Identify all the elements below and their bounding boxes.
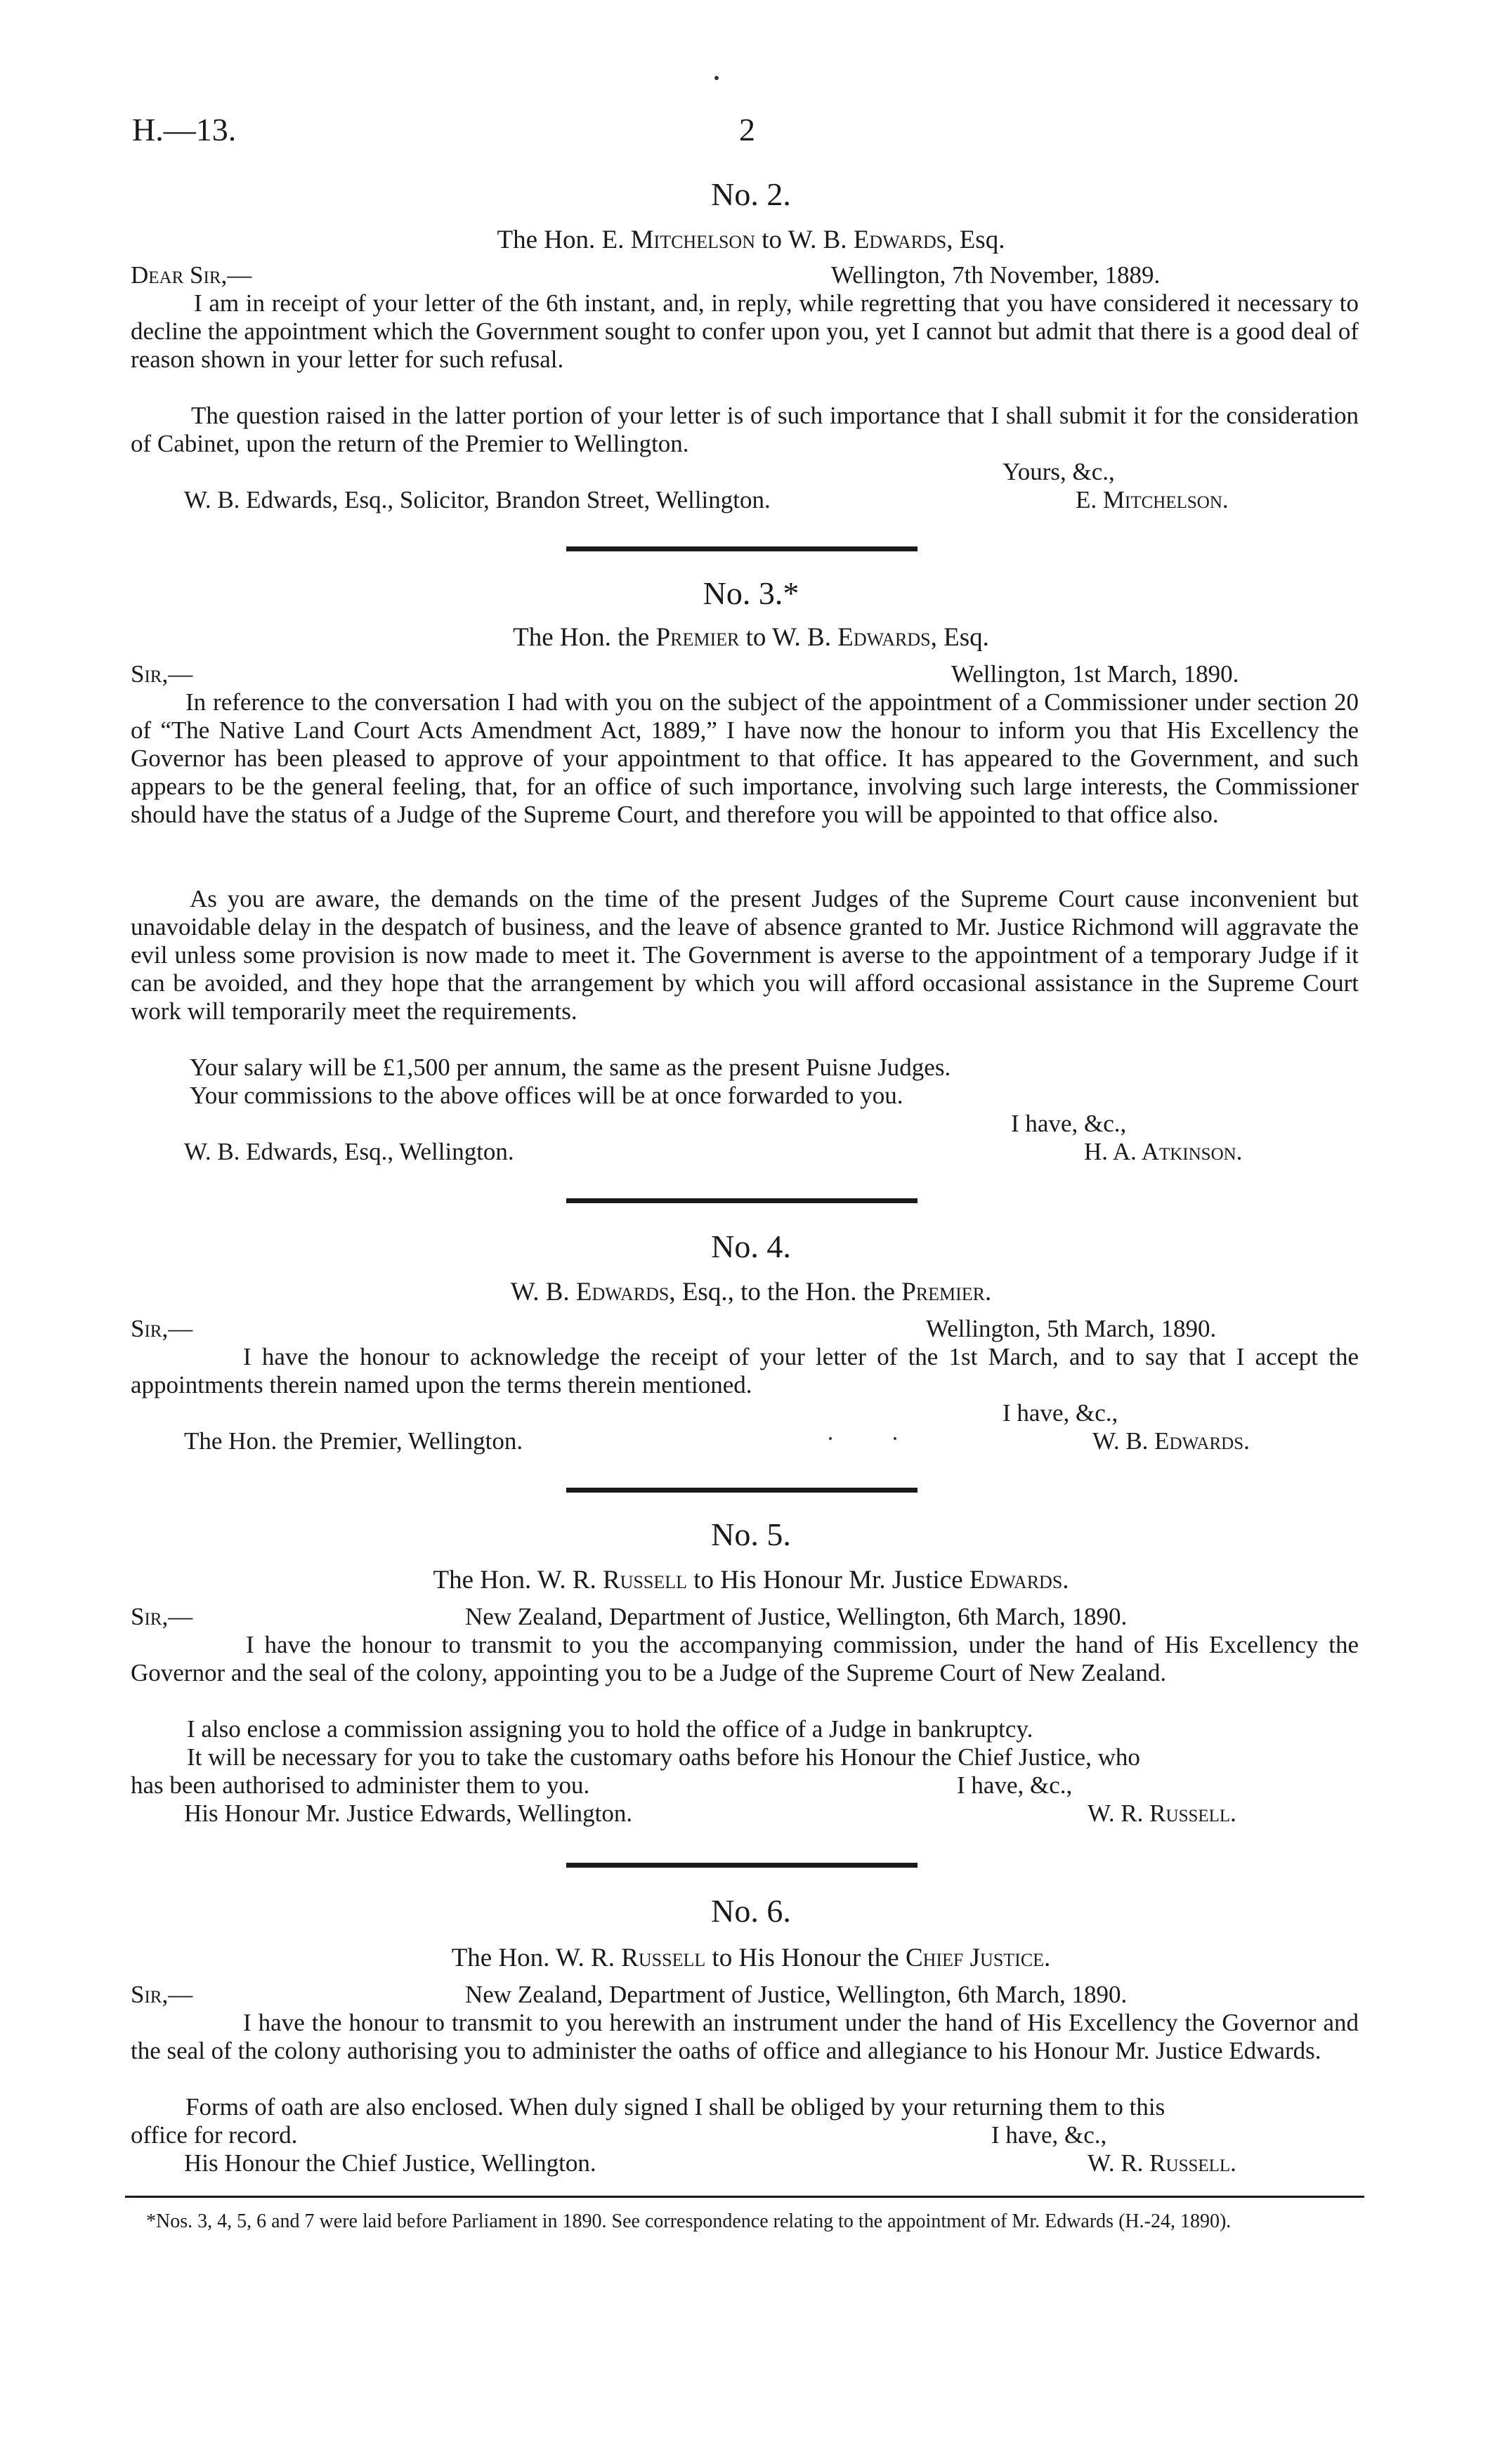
footnote: *Nos. 3, 4, 5, 6 and 7 were laid before Parliament in 1890. See correspondence relating to the appointment of Mr. Edwards (H.-24, 1890). [146, 2210, 1232, 2232]
stray-mark [714, 76, 719, 80]
letter-5-paragraph-1: I have the honour to transmit to you the accompanying commission, under the hand of His Excellency the Governor and the seal of the colony, appointing you to be a Judge of the Supreme Court of New Zealand. [131, 1631, 1359, 1686]
stray-mark [894, 1437, 896, 1440]
letter-5-place-date: New Zealand, Department of Justice, Wellington, 6th March, 1890. [465, 1603, 1128, 1630]
letter-5-subheading: The Hon. W. R. Russell to His Honour Mr. Justice Edwards. [433, 1566, 1069, 1594]
letter-3-paragraph-2: As you are aware, the demands on the time of the present Judges of the Supreme Court cause inconvenient but unavoidable delay in the despatch of business, and the leave of absence granted to Mr. Justice Richmond will aggravate the evil unless some provision is now made to meet it. The Government is averse to the appointment of a temporary Judge if it can be avoided, and they hope that the arrangement by which you will afford occasional assistance in the Supreme Court work will temporarily meet the requirements. [131, 885, 1359, 1025]
letter-4-closing: I have, &c., [1003, 1399, 1118, 1427]
letter-5-salutation: Sir,— [131, 1603, 193, 1630]
letter-2-addressee: W. B. Edwards, Esq., Solicitor, Brandon Street, Wellington. [184, 486, 771, 513]
letter-3-closing: I have, &c., [1011, 1110, 1127, 1137]
letter-4-place-date: Wellington, 5th March, 1890. [926, 1315, 1217, 1342]
letter-5-signature: W. R. Russell. [1088, 1800, 1236, 1827]
separator-rule [566, 546, 917, 551]
letter-2-salutation: Dear Sir,— [131, 261, 252, 289]
letter-6-number: No. 6. [711, 1893, 791, 1929]
page-number: 2 [739, 112, 755, 148]
letter-6-closing: I have, &c., [991, 2121, 1107, 2149]
letter-4-addressee: The Hon. the Premier, Wellington. [184, 1427, 523, 1455]
letter-2-paragraph-1: I am in receipt of your letter of the 6th instant, and, in reply, while regretting that you have considered it necessary to decline the appointment which the Government sought to confer upon you, yet I cannot but admit that there is a good deal of reason shown in your letter for such refusal. [131, 289, 1359, 373]
letter-3-number: No. 3.* [703, 575, 799, 611]
letter-3-signature: H. A. Atkinson. [1084, 1138, 1243, 1165]
letter-2-closing: Yours, &c., [1003, 458, 1115, 485]
letter-5-paragraph-2: I also enclose a commission assigning you to hold the office of a Judge in bankruptcy. [187, 1715, 1033, 1743]
letter-3-paragraph-3: Your salary will be £1,500 per annum, the same as the present Puisne Judges. [190, 1054, 951, 1081]
letter-4-signature: W. B. Edwards. [1092, 1427, 1250, 1455]
letter-3-subheading: The Hon. the Premier to W. B. Edwards, Esq. [513, 623, 989, 652]
letter-2-signature: E. Mitchelson. [1076, 486, 1229, 513]
letter-5-paragraph-3: It will be necessary for you to take the customary oaths before his Honour the Chief Justice, who has been authorised to administer them to you. [131, 1743, 1140, 1799]
footnote-rule [125, 2196, 1364, 2198]
letter-6-salutation: Sir,— [131, 1981, 193, 2008]
letter-6-subheading: The Hon. W. R. Russell to His Honour the Chief Justice. [451, 1944, 1051, 1972]
letter-6-paragraph-1: I have the honour to transmit to you herewith an instrument under the hand of His Excellency the Governor and the seal of the colony authorising you to administer the oaths of office and allegiance to his Honour Mr. Justice Edwards. [131, 2009, 1359, 2064]
separator-rule [566, 1198, 917, 1203]
separator-rule [566, 1863, 917, 1868]
letter-4-number: No. 4. [711, 1228, 791, 1264]
letter-6-addressee: His Honour the Chief Justice, Wellington. [184, 2149, 596, 2177]
letter-6-place-date: New Zealand, Department of Justice, Wellington, 6th March, 1890. [465, 1981, 1128, 2008]
letter-4-salutation: Sir,— [131, 1315, 193, 1342]
separator-rule [566, 1488, 917, 1493]
letter-6-signature: W. R. Russell. [1088, 2149, 1236, 2177]
letter-5-closing: I have, &c., [957, 1771, 1073, 1799]
letter-3-paragraph-4: Your commissions to the above offices will be at once forwarded to you. [190, 1082, 903, 1109]
parliamentary-paper-reference: H.—13. [132, 112, 237, 148]
letter-3-paragraph-1: In reference to the conversation I had with you on the subject of the appointment of a Commissioner under section 20 of “The Native Land Court Acts Amendment Act, 1889,” I have now the honour to inform you that His Excellency the Governor has been pleased to approve of your appointment to that office. It has appeared to the Government, and such appears to be the general feeling, that, for an office of such importance, involving such large interests, the Commissioner should have the status of a Judge of the Supreme Court, and therefore you will be appointed to that office also. [131, 688, 1359, 828]
letter-3-addressee: W. B. Edwards, Esq., Wellington. [184, 1138, 514, 1165]
letter-4-subheading: W. B. Edwards, Esq., to the Hon. the Premier. [510, 1278, 992, 1306]
letter-2-subheading: The Hon. E. Mitchelson to W. B. Edwards, Esq. [497, 225, 1005, 254]
letter-5-addressee: His Honour Mr. Justice Edwards, Wellington. [184, 1800, 633, 1827]
letter-2-place-date: Wellington, 7th November, 1889. [831, 261, 1161, 289]
letter-5-number: No. 5. [711, 1516, 791, 1552]
stray-mark [829, 1437, 832, 1440]
letter-4-paragraph-1: I have the honour to acknowledge the receipt of your letter of the 1st March, and to say that I accept the appointments therein named upon the terms therein mentioned. [131, 1343, 1359, 1398]
letter-3-salutation: Sir,— [131, 660, 193, 688]
letter-3-place-date: Wellington, 1st March, 1890. [951, 660, 1239, 688]
letter-2-number: No. 2. [711, 176, 791, 212]
letter-2-paragraph-2: The question raised in the latter portion of your letter is of such importance that I shall submit it for the consideration of Cabinet, upon the return of the Premier to Wellington. [131, 402, 1359, 457]
letter-6-paragraph-2: Forms of oath are also enclosed. When duly signed I shall be obliged by your returning them to this office for record. [131, 2093, 1165, 2149]
